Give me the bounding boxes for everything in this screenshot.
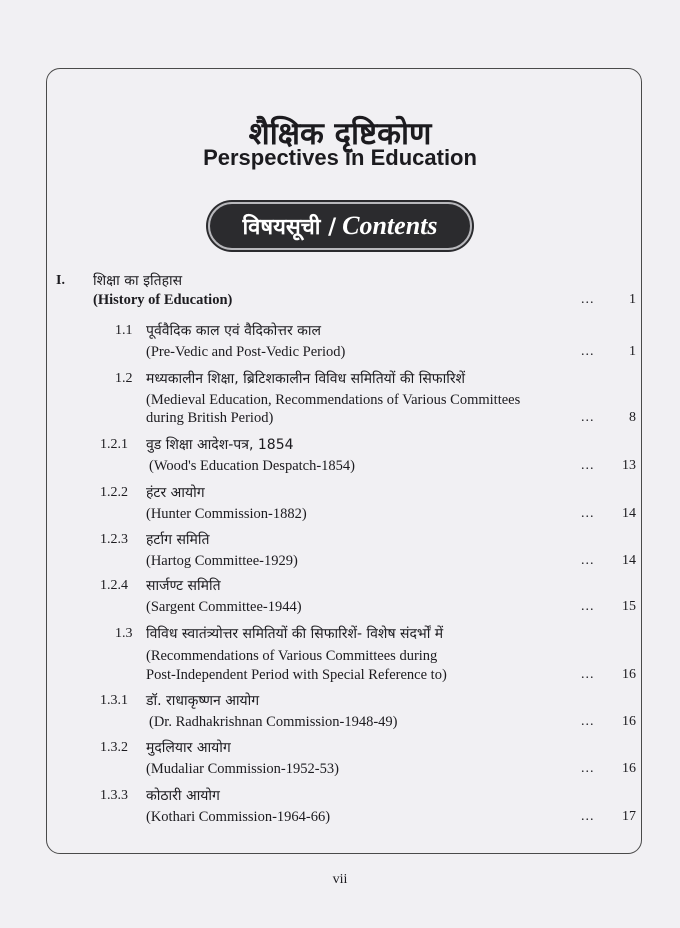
- entry-title-english: during British Period): [146, 410, 274, 426]
- entry-title-english: (Hunter Commission-1882): [146, 506, 307, 522]
- page-title-english: Perspectives in Education: [203, 145, 477, 170]
- entry-number: 1.3: [115, 626, 133, 641]
- page-number: 8: [629, 410, 636, 425]
- entry-number: I.: [56, 273, 65, 288]
- entry-title-hindi: डॉ. राधाकृष्णन आयोग: [146, 693, 260, 709]
- entry-title-hindi: हर्टाग समिति: [146, 532, 210, 548]
- leader-dots: ...: [581, 458, 595, 473]
- leader-dots: ...: [581, 292, 595, 307]
- entry-title-english: (Mudaliar Commission-1952-53): [146, 761, 339, 777]
- entry-title-hindi: सार्जण्ट समिति: [146, 578, 221, 594]
- entry-title-english: (Dr. Radhakrishnan Commission-1948-49): [149, 714, 398, 730]
- page-number: 15: [622, 599, 636, 614]
- entry-title-english: (Medieval Education, Recommendations of Various Committees: [146, 392, 521, 408]
- entry-title-english: (Kothari Commission-1964-66): [146, 809, 331, 825]
- entry-number: 1.1: [115, 323, 133, 338]
- leader-dots: ...: [581, 809, 595, 824]
- contents-label-english: Contents: [342, 211, 438, 240]
- contents-badge: [208, 202, 472, 250]
- entry-title-english: (Wood's Education Despatch-1854): [149, 458, 356, 474]
- entry-title-english: (Recommendations of Various Committees during: [146, 648, 438, 664]
- entry-title-english: (Sargent Committee-1944): [146, 599, 302, 615]
- page-number: 16: [622, 761, 636, 776]
- entry-title-hindi: पूर्ववैदिक काल एवं वैदिकोत्तर काल: [146, 323, 322, 339]
- page-number: 1: [629, 344, 636, 359]
- entry-title-hindi: कोठारी आयोग: [146, 788, 220, 804]
- page-number: 16: [622, 667, 636, 682]
- leader-dots: ...: [581, 410, 595, 425]
- entry-number: 1.2.4: [100, 578, 128, 593]
- entry-title-hindi: मुदलियार आयोग: [146, 740, 231, 756]
- contents-label-hindi: विषयसूची /: [242, 215, 337, 240]
- leader-dots: ...: [581, 599, 595, 614]
- entry-number: 1.3.2: [100, 740, 128, 755]
- entry-title-english: (Pre-Vedic and Post-Vedic Period): [146, 344, 346, 360]
- entry-title-hindi: मध्यकालीन शिक्षा, ब्रिटिशकालीन विविध समितियों की सिफारिशें: [146, 371, 466, 387]
- leader-dots: ...: [581, 506, 595, 521]
- leader-dots: ...: [581, 714, 595, 729]
- entry-number: 1.2: [115, 371, 133, 386]
- entry-title-hindi: विविध स्वातंत्र्योत्तर समितियों की सिफारिशें- विशेष संदर्भों में: [146, 626, 444, 642]
- entry-title-english: (History of Education): [93, 292, 233, 308]
- entry-title-english: Post-Independent Period with Special Reference to): [146, 667, 447, 683]
- entry-title-hindi: शिक्षा का इतिहास: [93, 273, 183, 289]
- entry-number: 1.2.1: [100, 437, 128, 452]
- leader-dots: ...: [581, 344, 595, 359]
- entry-title-hindi: हंटर आयोग: [146, 485, 205, 501]
- page-number: 17: [622, 809, 636, 824]
- entry-number: 1.3.1: [100, 693, 128, 708]
- footer-page-number: vii: [332, 872, 348, 887]
- entry-number: 1.2.3: [100, 532, 128, 547]
- page-number: 14: [622, 553, 636, 568]
- leader-dots: ...: [581, 667, 595, 682]
- leader-dots: ...: [581, 553, 595, 568]
- entry-title-english: (Hartog Committee-1929): [146, 553, 298, 569]
- page-title-hindi: शैक्षिक दृष्टिकोण: [248, 116, 432, 152]
- entry-number: 1.2.2: [100, 485, 128, 500]
- leader-dots: ...: [581, 761, 595, 776]
- entry-number: 1.3.3: [100, 788, 128, 803]
- entry-title-hindi: वुड शिक्षा आदेश-पत्र, 1854: [146, 437, 294, 453]
- page-number: 13: [622, 458, 636, 473]
- page-number: 16: [622, 714, 636, 729]
- page-number: 14: [622, 506, 636, 521]
- page-number: 1: [629, 292, 636, 307]
